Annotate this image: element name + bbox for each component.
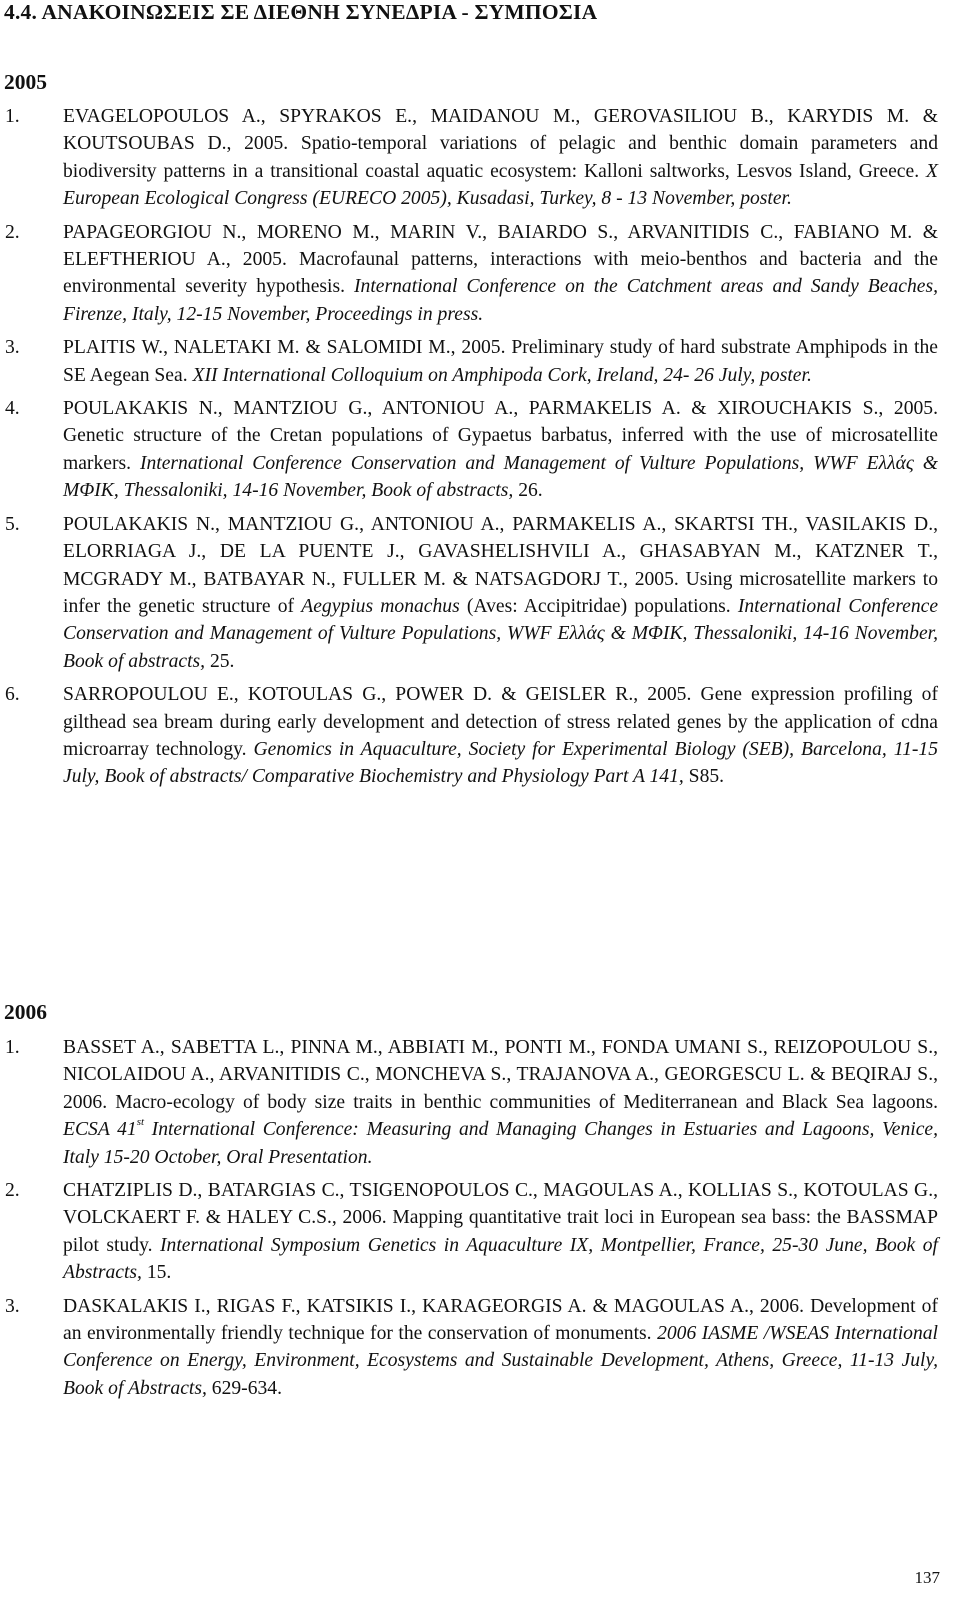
entry-title: Genetic structure of the Cretan populations of Gypaetus barbatus, inferred with the use of microsatellite markers. [63, 425, 938, 474]
entry-authors: PLAITIS W., NALETAKI M. & SALOMIDI M., 2005. [63, 337, 506, 359]
entry-title: Development of an environmentally friendly technique for the conservation of monuments. [63, 1295, 938, 1345]
entry-pages: S85. [688, 766, 725, 788]
reference-entry [0, 511, 960, 675]
entry-venue: 2006 IASME /WSEAS International Conference on Energy, Environment, Ecosystems and Sustainable Development, Athens, Greece, 11-13 July, Book of Abstracts, [63, 1323, 938, 1399]
entry-venue: X European Ecological Congress (EURECO 2005), Kusadasi, Turkey, 8 - 13 November, poster. [63, 160, 938, 210]
entry-title: Macro-ecology of body size traits in benthic communities of Mediterranean and Black Sea lagoons. [115, 1091, 938, 1113]
entry-number: 3. [5, 1295, 20, 1317]
entry-number: 1. [5, 1037, 20, 1058]
entry-venue: International Conference: Measuring and Managing Changes in Estuaries and Lagoons, Venice, Italy 15-20 October, Oral Presentation. [63, 1119, 939, 1168]
entry-venue: International Conference on the Catchment areas and Sandy Beaches, Firenze, Italy, 12-15 November, Proceedings in press. [63, 276, 938, 325]
reference-list-2005 [0, 103, 960, 791]
entry-venue: International Symposium Genetics in Aquaculture IX, Montpellier, France, 25-30 June, Book of Abstracts, [63, 1234, 938, 1284]
entry-pages: 629-634. [211, 1377, 282, 1399]
entry-number: 2. [5, 221, 20, 243]
page-number: 137 [914, 1568, 940, 1587]
entry-title: Macrofaunal patterns, interactions with meio-benthos and bacteria and the environmental severity hypothesis. [63, 249, 938, 298]
ordinal-superscript: st [136, 1115, 145, 1128]
entry-authors: SARROPOULOU E., KOTOULAS G., POWER D. & GEISLER R., 2005. [63, 684, 692, 706]
entry-title-continued: (Aves: Accipitridae) populations. [466, 595, 731, 617]
entry-species-name: Aegypius monachus [301, 595, 460, 617]
reference-entry [0, 681, 960, 791]
entry-title: Preliminary study of hard substrate Amphipods in the SE Aegean Sea. [63, 337, 938, 386]
entry-title: Spatio-temporal variations of pelagic and benthic domain parameters and biodiversity patterns in a transitional coastal aquatic ecosystem: Kalloni saltworks, Lesvos Island, Greece. [63, 133, 938, 182]
reference-entry [0, 1293, 960, 1403]
entry-authors: BASSET A., SABETTA L., PINNA M., ABBIATI M., PONTI M., FONDA UMANI S., REIZOPOULOU S., NICOLAIDOU A., ARVANITIDIS C., MONCHEVA S., TRAJANOVA A., GEORGESCU L. & BEQIRAJ S., 2006. [63, 1037, 938, 1113]
year-heading-2005: 2005 [4, 70, 47, 94]
entry-venue: XII International Colloquium on Amphipoda Cork, Ireland, 24- 26 July, poster. [192, 364, 812, 386]
entry-venue: International Conference Conservation and Management of Vulture Populations, WWF Ελλάς & ΜΦΙΚ, Thessaloniki, 14-16 November, Book of abstracts, [63, 595, 939, 672]
reference-entry [0, 395, 960, 505]
year-heading-2006: 2006 [4, 1000, 47, 1024]
entry-number: 3. [5, 337, 20, 359]
entry-authors: POULAKAKIS N., MANTZIOU G., ANTONIOU A., PARMAKELIS A., SKARTSI TH., VASILAKIS D., ELORRIAGA J., DE LA PUENTE J., GAVASHELISHVILI A., GHASABYAN M., KATZNER T., MCGRADY M., BATBAYAR N., FULLER M. & NATSAGDORJ T., 2005. [63, 513, 938, 590]
reference-entry [0, 219, 960, 329]
reference-entry [0, 334, 960, 389]
reference-entry [0, 103, 960, 213]
entry-venue: Genomics in Aquaculture, Society for Experimental Biology (SEB), Barcelona, 11-15 July, Book of abstracts/ Comparative Biochemistry and Physiology Part A 141, [63, 738, 938, 788]
entry-number: 2. [5, 1180, 20, 1202]
entry-authors: EVAGELOPOULOS A., SPYRAKOS E., MAIDANOU M., GEROVASILIOU B., KARYDIS M. & KOUTSOUBAS D., 2005. [63, 106, 938, 155]
reference-list-2006 [0, 1034, 960, 1402]
entry-pages: 25. [209, 650, 235, 672]
section-heading: 4.4. ΑΝΑΚΟΙΝΩΣΕΙΣ ΣΕ ΔΙΕΘΝΗ ΣΥΝΕΔΡΙΑ - ΣΥΜΠΟΣΙΑ [4, 0, 598, 24]
entry-title: Gene expression profiling of gilthead sea bream during early development and detection of stress related genes by the application of cdna microarray technology. [63, 684, 939, 760]
entry-number: 4. [5, 398, 20, 420]
entry-authors: CHATZIPLIS D., BATARGIAS C., TSIGENOPOULOS C., MAGOULAS A., KOLLIAS S., KOTOULAS G., VOLCKAERT F. & HALEY C.S., 2006. [63, 1180, 938, 1229]
entry-pages: 15. [146, 1262, 172, 1284]
entry-number: 6. [5, 684, 20, 706]
entry-number: 5. [5, 513, 20, 535]
entry-authors: DASKALAKIS I., RIGAS F., KATSIKIS I., KARAGEORGIS A. & MAGOULAS A., 2006. [63, 1295, 804, 1317]
entry-venue-name: ECSA 41 [63, 1119, 137, 1141]
entry-authors: PAPAGEORGIOU N., MORENO M., MARIN V., BAIARDO S., ARVANITIDIS C., FABIANO M. & ELEFTHERIOU A., 2005. [63, 221, 938, 271]
entry-number: 1. [5, 106, 20, 127]
entry-title: Using microsatellite markers to infer the genetic structure of [63, 568, 938, 617]
entry-venue-prefix [63, 1115, 145, 1141]
entry-pages: 26. [518, 480, 543, 502]
entry-title: Mapping quantitative trait loci in European sea bass: the BASSMAP pilot study. [63, 1207, 938, 1256]
reference-entry [0, 1177, 960, 1287]
entry-venue: International Conference Conservation and Management of Vulture Populations, WWF Ελλάς & ΜΦΙΚ, Thessaloniki, 14-16 November, Book of abstracts, [63, 452, 938, 502]
entry-authors: POULAKAKIS N., MANTZIOU G., ANTONIOU A., PARMAKELIS A. & XIROUCHAKIS S., 2005. [63, 398, 938, 420]
reference-entry [0, 1034, 960, 1171]
